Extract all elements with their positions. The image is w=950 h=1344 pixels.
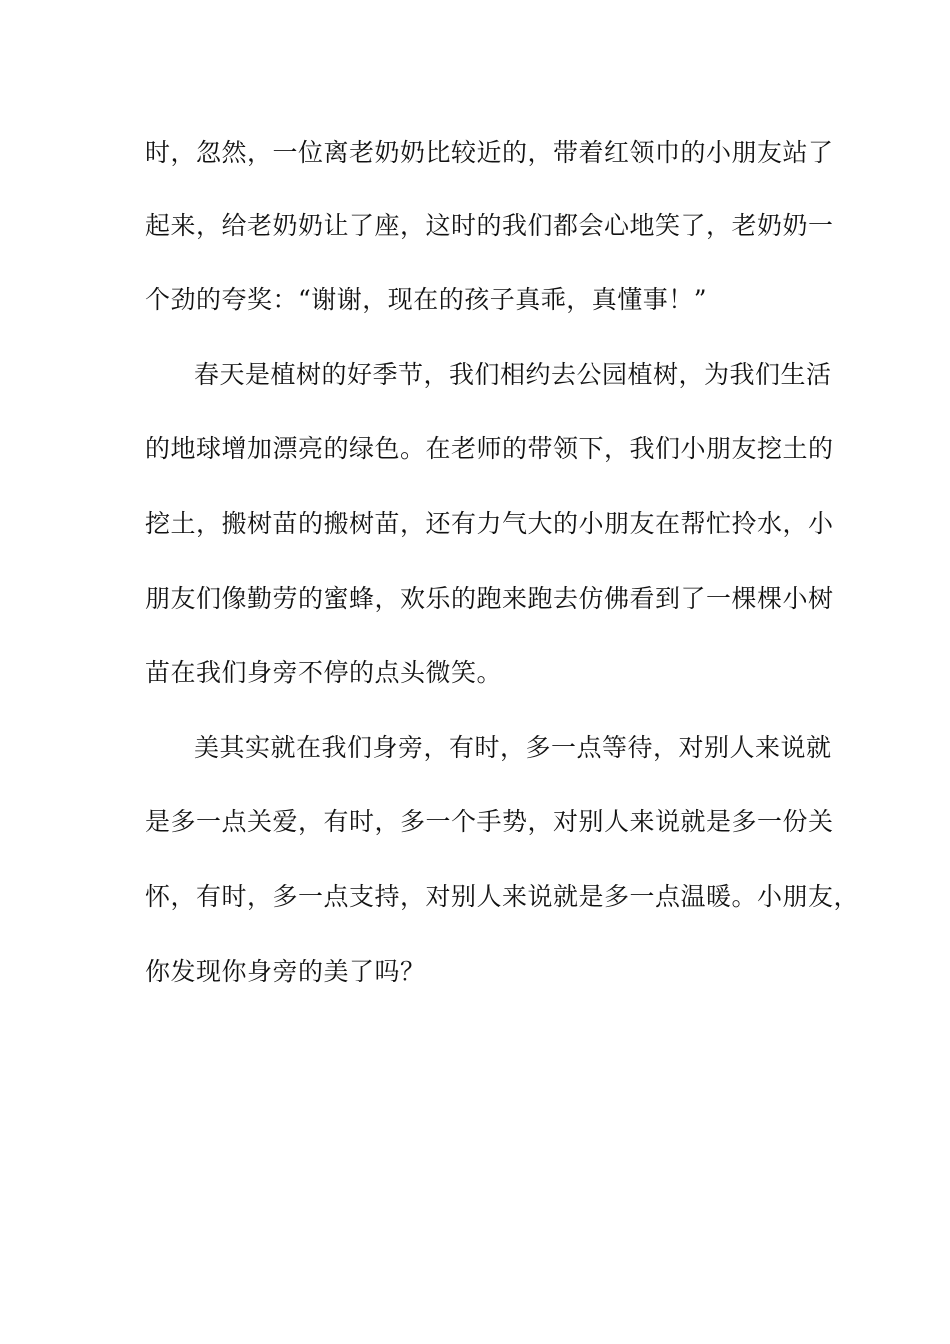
paragraph-3-line-3: 怀，有时，多一点支持，对别人来说就是多一点温暖。小朋友， [145, 882, 860, 911]
paragraph-1-line-1: 时，忽然，一位离老奶奶比较近的，带着红领巾的小朋友站了 [145, 138, 834, 167]
paragraph-3-line-4: 你发现你身旁的美了吗？ [145, 957, 426, 986]
paragraph-3-line-1: 美其实就在我们身旁，有时，多一点等待，对别人来说就 [194, 733, 832, 762]
paragraph-3-line-2: 是多一点关爱，有时，多一个手势，对别人来说就是多一份关 [145, 807, 834, 836]
paragraph-2-line-3: 挖土，搬树苗的搬树苗，还有力气大的小朋友在帮忙拎水，小 [145, 509, 834, 538]
paragraph-2-line-2: 的地球增加漂亮的绿色。在老师的带领下，我们小朋友挖土的 [145, 434, 834, 463]
paragraph-1-line-3: 个劲的夸奖：“谢谢，现在的孩子真乖，真懂事！” [145, 285, 708, 314]
paragraph-1-line-2: 起来，给老奶奶让了座，这时的我们都会心地笑了，老奶奶一 [145, 211, 834, 240]
paragraph-2-line-5: 苗在我们身旁不停的点头微笑。 [145, 658, 503, 687]
paragraph-2-line-4: 朋友们像勤劳的蜜蜂，欢乐的跑来跑去仿佛看到了一棵棵小树 [145, 584, 834, 613]
paragraph-2-line-1: 春天是植树的好季节，我们相约去公园植树，为我们生活 [194, 360, 832, 389]
